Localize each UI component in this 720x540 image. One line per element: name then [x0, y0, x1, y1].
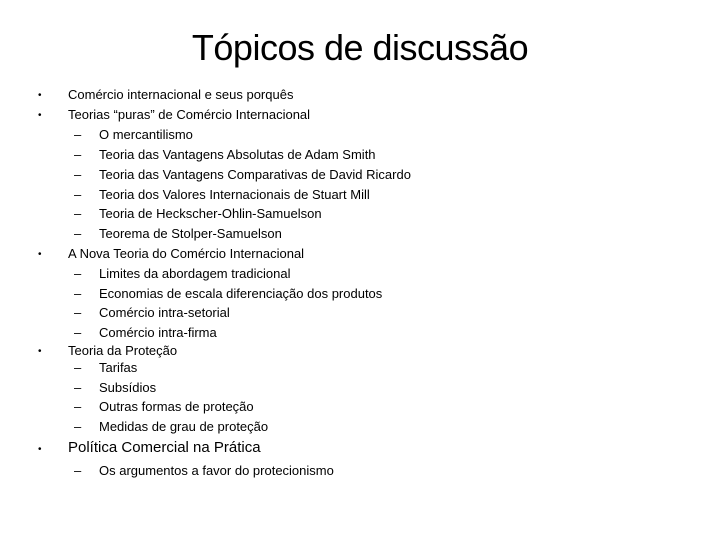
dash-icon: –	[74, 325, 82, 340]
sub-list-item: Economias de escala diferenciação dos produtos	[99, 286, 383, 301]
sub-list-item: Medidas de grau de proteção	[99, 419, 269, 434]
dash-icon: –	[74, 266, 82, 281]
sub-list-item: Tarifas	[99, 360, 138, 375]
bullet-icon: •	[38, 110, 42, 121]
bullet-icon: •	[38, 346, 42, 357]
dash-icon: –	[74, 226, 82, 241]
dash-icon: –	[74, 127, 82, 142]
sub-list-item: O mercantilismo	[99, 127, 193, 142]
sub-list-item: Comércio intra-setorial	[99, 305, 230, 320]
list-item: Comércio internacional e seus porquês	[68, 87, 294, 102]
dash-icon: –	[74, 463, 82, 478]
sub-list-item: Teorema de Stolper-Samuelson	[99, 226, 282, 241]
list-item: Política Comercial na Prática	[68, 439, 261, 456]
sub-list-item: Limites da abordagem tradicional	[99, 266, 291, 281]
list-item: Teoria da Proteção	[68, 343, 178, 358]
dash-icon: –	[74, 419, 82, 434]
sub-list-item: Os argumentos a favor do protecionismo	[99, 463, 334, 478]
bullet-icon: •	[38, 90, 42, 101]
sub-list-item: Comércio intra-firma	[99, 325, 217, 340]
sub-list-item: Subsídios	[99, 380, 157, 395]
dash-icon: –	[74, 380, 82, 395]
sub-list-item: Teoria das Vantagens Absolutas de Adam Smith	[99, 147, 376, 162]
dash-icon: –	[74, 286, 82, 301]
list-item: A Nova Teoria do Comércio Internacional	[68, 246, 305, 261]
bullet-icon: •	[38, 249, 42, 260]
sub-list-item: Outras formas de proteção	[99, 399, 254, 414]
dash-icon: –	[74, 206, 82, 221]
sub-list-item: Teoria das Vantagens Comparativas de David Ricardo	[99, 167, 411, 182]
dash-icon: –	[74, 147, 82, 162]
dash-icon: –	[74, 360, 82, 375]
dash-icon: –	[74, 399, 82, 414]
bullet-icon: •	[38, 444, 42, 455]
sub-list-item: Teoria de Heckscher-Ohlin-Samuelson	[99, 206, 322, 221]
dash-icon: –	[74, 167, 82, 182]
sub-list-item: Teoria dos Valores Internacionais de Stuart Mill	[99, 187, 370, 202]
dash-icon: –	[74, 305, 82, 320]
list-item: Teorias “puras” de Comércio Internacional	[68, 107, 311, 122]
slide-title: Tópicos de discussão	[191, 27, 529, 68]
dash-icon: –	[74, 187, 82, 202]
